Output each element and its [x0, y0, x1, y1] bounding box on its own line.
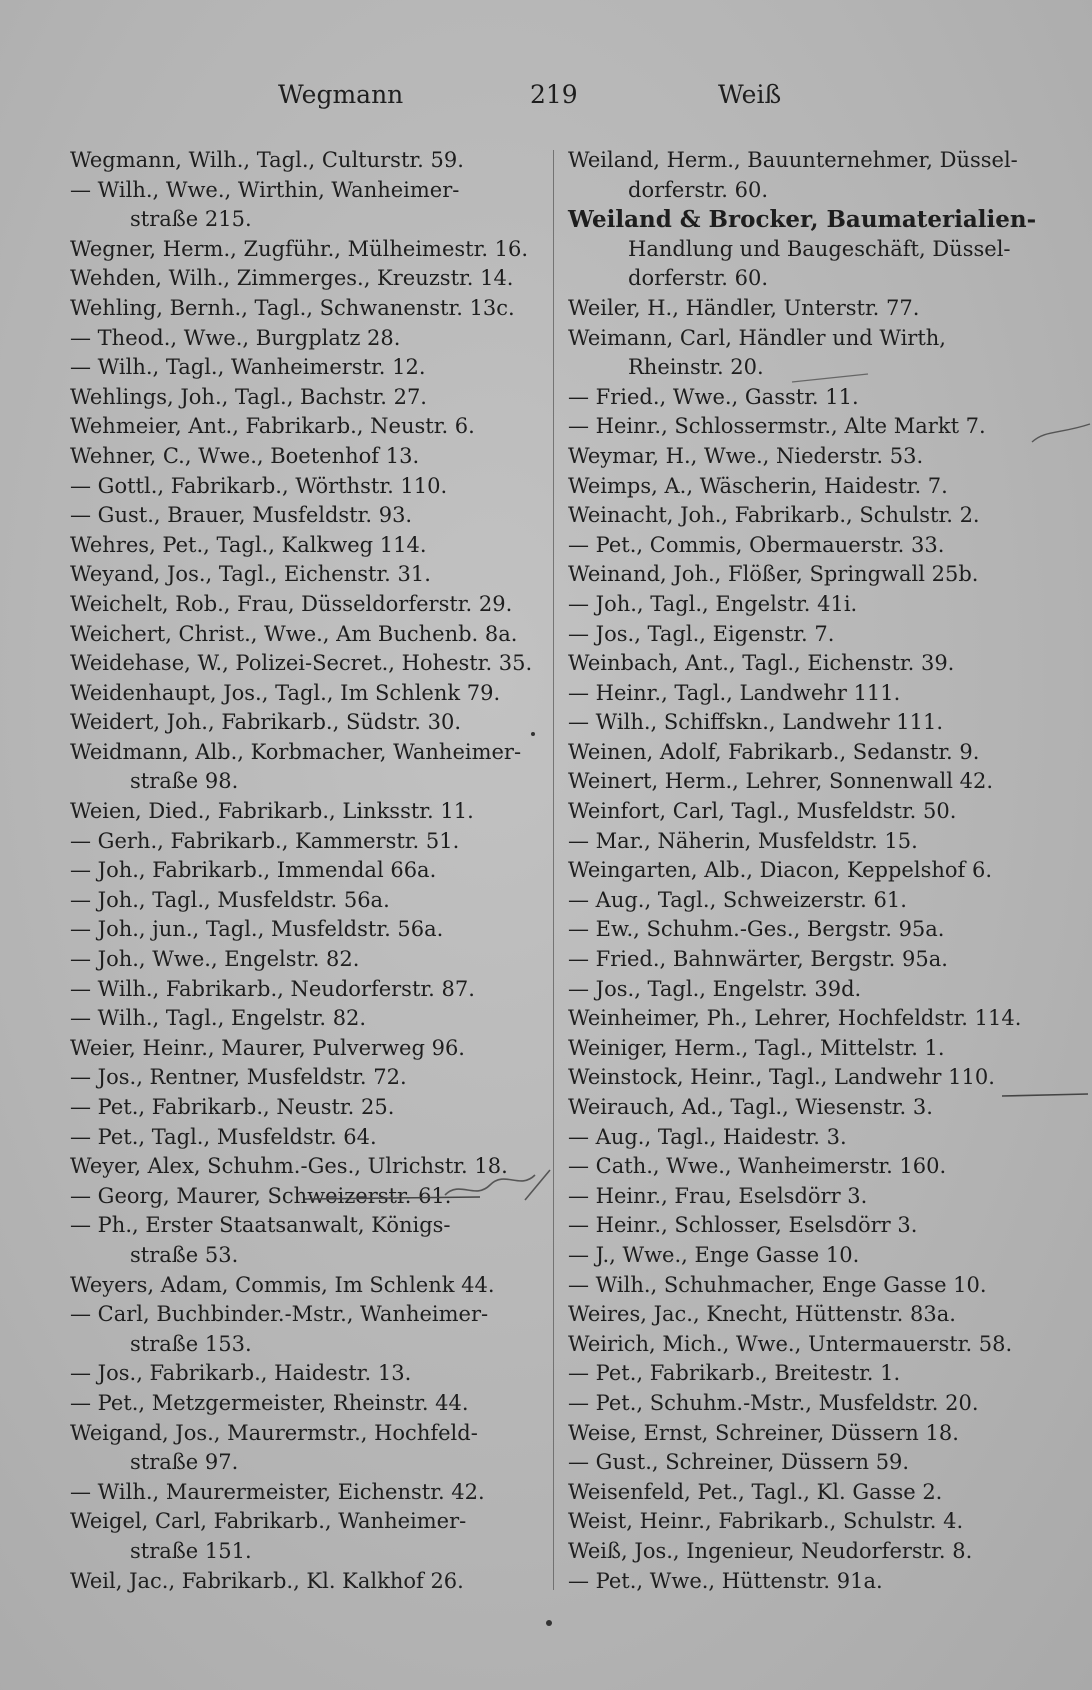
- right-entry-line: dorferstr. 60.: [628, 177, 769, 202]
- left-entry-line: — Wilh., Maurermeister, Eichenstr. 42.: [70, 1479, 485, 1504]
- right-entry-line: Weinheimer, Ph., Lehrer, Hochfeldstr. 114.: [568, 1006, 1022, 1031]
- left-entry-line: straße 153.: [130, 1331, 252, 1356]
- right-entry-line: Weise, Ernst, Schreiner, Düssern 18.: [568, 1420, 959, 1445]
- left-entry-line: Weigel, Carl, Fabrikarb., Wanheimer-: [70, 1509, 467, 1534]
- page-number: 219: [530, 80, 578, 109]
- left-entry-line: Weidehase, W., Polizei-Secret., Hohestr. 35.: [70, 651, 533, 676]
- left-entry-line: straße 98.: [130, 769, 239, 794]
- right-entry-line: — Pet., Schuhm.-Mstr., Musfeldstr. 20.: [568, 1390, 979, 1415]
- right-entry-line: — Cath., Wwe., Wanheimerstr. 160.: [568, 1154, 947, 1179]
- right-entry-line: Handlung und Baugeschäft, Düssel-: [628, 236, 1011, 261]
- left-entry-line: Weyer, Alex, Schuhm.-Ges., Ulrichstr. 18.: [70, 1154, 508, 1179]
- left-entry-line: Weichert, Christ., Wwe., Am Buchenb. 8a.: [70, 621, 518, 646]
- header-last-entry: Weiß: [718, 80, 782, 109]
- left-entry-line: Weidmann, Alb., Korbmacher, Wanheimer-: [70, 739, 522, 764]
- right-entry-line: Weirauch, Ad., Tagl., Wiesenstr. 3.: [568, 1095, 933, 1119]
- right-entry-line: Weist, Heinr., Fabrikarb., Schulstr. 4.: [568, 1509, 964, 1534]
- ink-dot-small: [531, 732, 535, 736]
- left-entry-line: — Wilh., Fabrikarb., Neudorferstr. 87.: [70, 976, 475, 1001]
- right-entry-line: Weinen, Adolf, Fabrikarb., Sedanstr. 9.: [568, 739, 980, 764]
- right-entry-line: — Heinr., Schlossermstr., Alte Markt 7.: [568, 414, 986, 439]
- left-entry-line: — Theod., Wwe., Burgplatz 28.: [70, 325, 401, 350]
- left-entry-line: — Jos., Fabrikarb., Haidestr. 13.: [70, 1361, 412, 1386]
- right-entry-line: — Ew., Schuhm.-Ges., Bergstr. 95a.: [568, 917, 945, 942]
- right-entry-line: Weimann, Carl, Händler und Wirth,: [568, 325, 946, 350]
- left-entry-line: — Joh., Tagl., Musfeldstr. 56a.: [70, 887, 390, 912]
- right-entry-line: Weirich, Mich., Wwe., Untermauerstr. 58.: [568, 1331, 1013, 1356]
- left-entry-line: — Pet., Fabrikarb., Neustr. 25.: [70, 1095, 395, 1119]
- left-entry-line: — Pet., Metzgermeister, Rheinstr. 44.: [70, 1390, 469, 1415]
- left-entry-line: Wegmann, Wilh., Tagl., Culturstr. 59.: [70, 148, 464, 172]
- left-entry-line: Weyand, Jos., Tagl., Eichenstr. 31.: [70, 562, 431, 587]
- left-entry-line: — Carl, Buchbinder.-Mstr., Wanheimer-: [70, 1302, 489, 1327]
- right-entry-line: Weisenfeld, Pet., Tagl., Kl. Gasse 2.: [568, 1479, 943, 1504]
- left-entry-line: — Joh., Fabrikarb., Immendal 66a.: [70, 858, 437, 883]
- ink-dot: [546, 1620, 552, 1626]
- right-entry-line: — Heinr., Tagl., Landwehr 111.: [568, 680, 901, 705]
- right-entry-line: — Fried., Bahnwärter, Bergstr. 95a.: [568, 947, 948, 972]
- left-entry-line: — Jos., Rentner, Musfeldstr. 72.: [70, 1065, 407, 1090]
- left-entry-line: Wehling, Bernh., Tagl., Schwanenstr. 13c.: [70, 295, 515, 320]
- left-entry-line: Weien, Died., Fabrikarb., Linksstr. 11.: [70, 799, 474, 824]
- left-entry-line: Weigand, Jos., Maurermstr., Hochfeld-: [70, 1420, 478, 1445]
- left-entry-line: Wehner, C., Wwe., Boetenhof 13.: [70, 443, 420, 468]
- right-entry-line: — Pet., Wwe., Hüttenstr. 91a.: [568, 1568, 883, 1593]
- right-entry-line: Weinstock, Heinr., Tagl., Landwehr 110.: [568, 1065, 995, 1090]
- right-entry-line: Weiler, H., Händler, Unterstr. 77.: [568, 295, 920, 320]
- left-entry-line: straße 215.: [130, 207, 252, 232]
- right-entry-line: Weinbach, Ant., Tagl., Eichenstr. 39.: [568, 651, 955, 676]
- right-entry-line: Weinfort, Carl, Tagl., Musfeldstr. 50.: [568, 799, 957, 824]
- right-entry-line: Weinand, Joh., Flößer, Springwall 25b.: [568, 562, 979, 587]
- right-entry-line: — Jos., Tagl., Eigenstr. 7.: [568, 621, 835, 646]
- left-entry-line: straße 97.: [130, 1450, 239, 1475]
- left-column: [70, 146, 550, 1596]
- left-entry-line: Weichelt, Rob., Frau, Düsseldorferstr. 29.: [70, 591, 513, 616]
- left-entry-line: Wehden, Wilh., Zimmerges., Kreuzstr. 14.: [70, 266, 514, 291]
- left-entry-line: — Gerh., Fabrikarb., Kammerstr. 51.: [70, 828, 460, 853]
- left-entry-line: — Gottl., Fabrikarb., Wörthstr. 110.: [70, 473, 448, 498]
- left-entry-line: — Georg, Maurer, Schweizerstr. 61.: [70, 1183, 452, 1208]
- right-entry-line: Weiniger, Herm., Tagl., Mittelstr. 1.: [568, 1035, 945, 1060]
- left-entry-line: Weier, Heinr., Maurer, Pulverweg 96.: [70, 1035, 465, 1060]
- right-entry-line: — Aug., Tagl., Schweizerstr. 61.: [568, 887, 907, 912]
- right-entry-line: — J., Wwe., Enge Gasse 10.: [568, 1242, 860, 1267]
- left-entry-line: Weyers, Adam, Commis, Im Schlenk 44.: [70, 1272, 495, 1297]
- left-entry-line: — Wilh., Wwe., Wirthin, Wanheimer-: [70, 177, 460, 202]
- right-entry-line: — Gust., Schreiner, Düssern 59.: [568, 1450, 910, 1475]
- right-column: [568, 146, 1038, 1596]
- left-entry-line: — Joh., jun., Tagl., Musfeldstr. 56a.: [70, 917, 444, 942]
- right-entry-line: — Joh., Tagl., Engelstr. 41i.: [568, 591, 858, 616]
- right-entry-line: — Mar., Näherin, Musfeldstr. 15.: [568, 828, 918, 853]
- left-entry-line: Weidenhaupt, Jos., Tagl., Im Schlenk 79.: [70, 680, 501, 705]
- right-entry-line: — Wilh., Schiffskn., Landwehr 111.: [568, 710, 944, 735]
- right-entry-line: — Pet., Commis, Obermauerstr. 33.: [568, 532, 945, 557]
- left-entry-line: Wehmeier, Ant., Fabrikarb., Neustr. 6.: [70, 414, 475, 439]
- right-entry-line: — Heinr., Frau, Eselsdörr 3.: [568, 1183, 868, 1208]
- column-divider: [553, 150, 554, 1590]
- pencil-tick-right: [1030, 420, 1092, 450]
- left-entry-line: Weidert, Joh., Fabrikarb., Südstr. 30.: [70, 710, 461, 735]
- header-first-entry: Wegmann: [278, 80, 404, 109]
- right-entry-line: — Aug., Tagl., Haidestr. 3.: [568, 1124, 847, 1149]
- right-entry-line: Weiland & Brocker, Baumaterialien-: [568, 206, 1037, 234]
- left-entry-line: straße 53.: [130, 1242, 239, 1267]
- left-entry-line: Wehres, Pet., Tagl., Kalkweg 114.: [70, 532, 427, 557]
- left-entry-line: — Wilh., Tagl., Wanheimerstr. 12.: [70, 355, 426, 380]
- left-entry-line: — Pet., Tagl., Musfeldstr. 64.: [70, 1124, 377, 1149]
- left-entry-line: — Joh., Wwe., Engelstr. 82.: [70, 947, 360, 972]
- right-entry-line: — Heinr., Schlosser, Eselsdörr 3.: [568, 1213, 918, 1238]
- right-entry-line: dorferstr. 60.: [628, 266, 769, 291]
- right-entry-line: Weiß, Jos., Ingenieur, Neudorferstr. 8.: [568, 1538, 973, 1563]
- left-entry-line: — Wilh., Tagl., Engelstr. 82.: [70, 1006, 367, 1031]
- right-entry-line: Weinert, Herm., Lehrer, Sonnenwall 42.: [568, 769, 993, 794]
- left-entry-line: — Ph., Erster Staatsanwalt, Königs-: [70, 1213, 451, 1238]
- right-entry-line: — Jos., Tagl., Engelstr. 39d.: [568, 976, 862, 1001]
- left-entry-line: — Gust., Brauer, Musfeldstr. 93.: [70, 503, 413, 528]
- right-entry-line: — Fried., Wwe., Gasstr. 11.: [568, 384, 859, 409]
- right-entry-line: Rheinstr. 20.: [628, 355, 764, 380]
- right-entry-line: Weimps, A., Wäscherin, Haidestr. 7.: [568, 473, 948, 498]
- right-entry-line: Weingarten, Alb., Diacon, Keppelshof 6.: [568, 858, 992, 883]
- left-entry-line: straße 151.: [130, 1538, 252, 1563]
- right-entry-line: Weires, Jac., Knecht, Hüttenstr. 83a.: [568, 1302, 956, 1327]
- right-entry-line: Weinacht, Joh., Fabrikarb., Schulstr. 2.: [568, 503, 980, 528]
- right-entry-line: — Wilh., Schuhmacher, Enge Gasse 10.: [568, 1272, 987, 1297]
- running-head: [0, 80, 1092, 120]
- right-entry-line: Weymar, H., Wwe., Niederstr. 53.: [568, 443, 924, 468]
- right-entry-line: Weiland, Herm., Bauunternehmer, Düssel-: [568, 148, 1018, 172]
- left-entry-line: Weil, Jac., Fabrikarb., Kl. Kalkhof 26.: [70, 1568, 464, 1593]
- left-entry-line: Wegner, Herm., Zugführ., Mülheimestr. 16.: [70, 236, 529, 261]
- right-entry-line: — Pet., Fabrikarb., Breitestr. 1.: [568, 1361, 901, 1386]
- left-entry-line: Wehlings, Joh., Tagl., Bachstr. 27.: [70, 384, 427, 409]
